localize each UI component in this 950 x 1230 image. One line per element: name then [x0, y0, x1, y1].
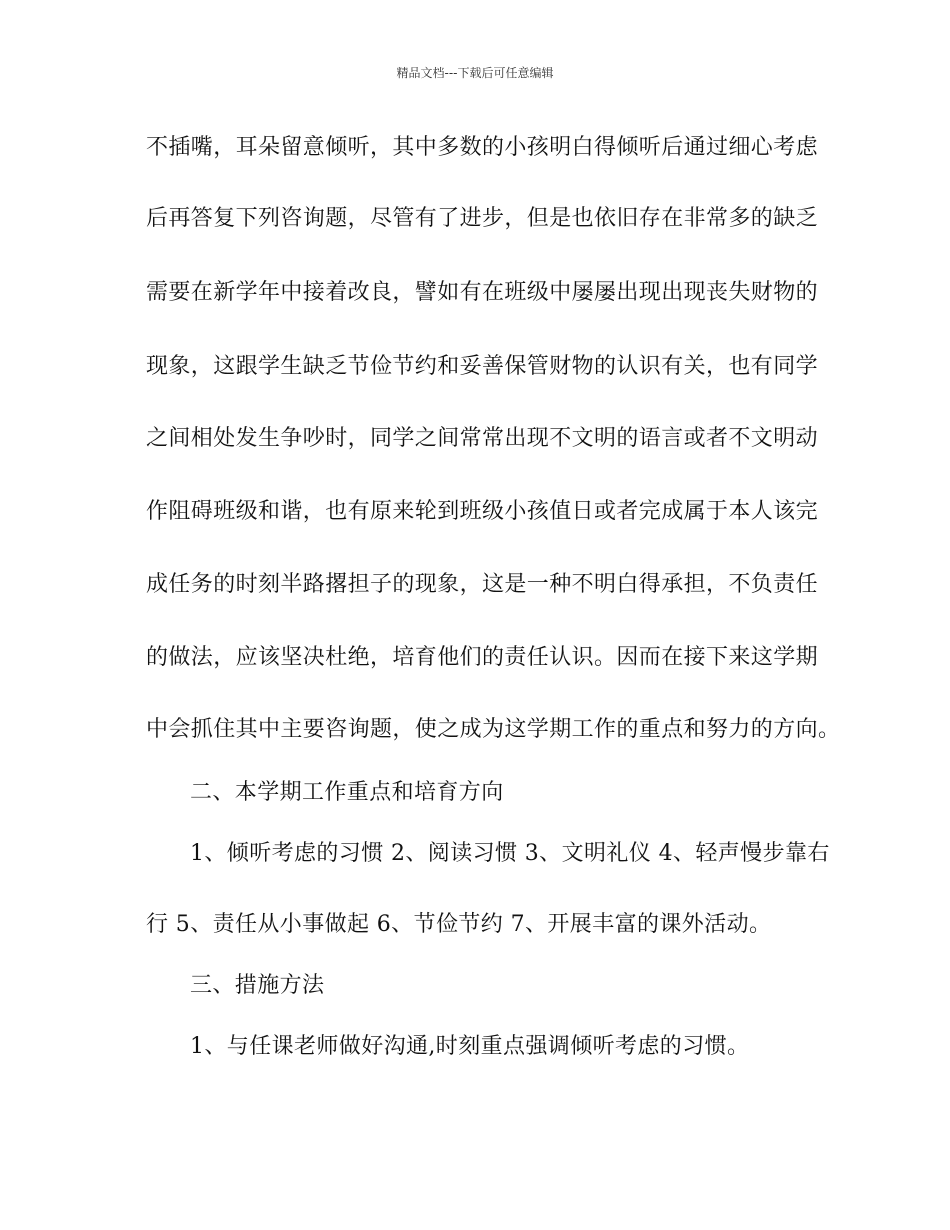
- section-2-items-line-2: 行 5、责任从小事做起 6、节俭节约 7、开展丰富的课外活动。: [146, 912, 772, 937]
- section-heading-3: 三、措施方法: [190, 973, 325, 998]
- paragraph-line-3: 需要在新学年中接着改良，譬如有在班级中屡屡出现出现丧失财物的: [146, 280, 819, 305]
- paragraph-line-5: 之间相处发生争吵时，同学之间常常出现不文明的语言或者不文明动: [146, 426, 819, 451]
- paragraph-line-4: 现象，这跟学生缺乏节俭节约和妥善保管财物的认识有关，也有同学: [146, 354, 819, 379]
- section-3-item-1: 1、与任课老师做好沟通,时刻重点强调倾听考虑的习惯。: [190, 1034, 750, 1059]
- paragraph-line-2: 后再答复下列咨询题，尽管有了进步，但是也依旧存在非常多的缺乏: [146, 206, 819, 231]
- section-heading-2: 二、本学期工作重点和培育方向: [190, 780, 504, 805]
- paragraph-line-1: 不插嘴，耳朵留意倾听，其中多数的小孩明白得倾听后通过细心考虑: [146, 135, 819, 160]
- section-2-items-line-1: 1、倾听考虑的习惯 2、阅读习惯 3、文明礼仪 4、轻声慢步靠右: [190, 841, 830, 866]
- paragraph-line-9: 中会抓住其中主要咨询题，使之成为这学期工作的重点和努力的方向。: [146, 717, 841, 742]
- page-header: 精品文档---下载后可任意编辑: [396, 66, 554, 80]
- paragraph-line-8: 的做法，应该坚决杜绝，培育他们的责任认识。因而在接下来这学期: [146, 645, 819, 670]
- paragraph-line-6: 作阻碍班级和谐，也有原来轮到班级小孩值日或者完成属于本人该完: [146, 499, 819, 524]
- paragraph-line-7: 成任务的时刻半路撂担子的现象，这是一种不明白得承担，不负责任: [146, 572, 819, 597]
